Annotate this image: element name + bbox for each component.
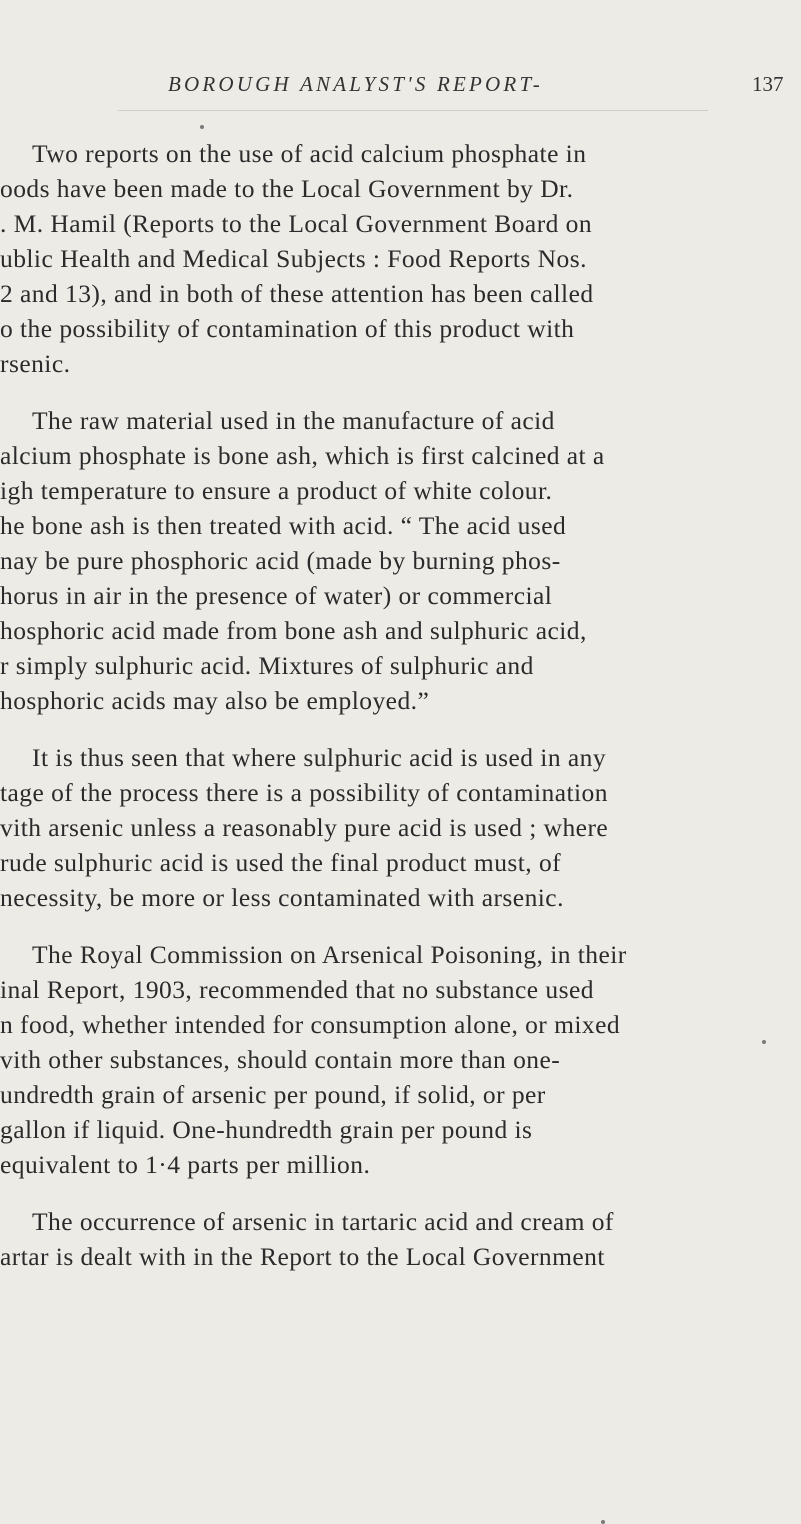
text-line: horus in air in the presence of water) or commercial: [0, 581, 553, 610]
text-line: 2 and 13), and in both of these attention has been called: [0, 279, 594, 308]
text-line: gallon if liquid. One-hundredth grain per pound is: [0, 1115, 533, 1144]
paragraph-4: [0, 937, 801, 1182]
page-number: 137: [752, 72, 784, 96]
text-line: igh temperature to ensure a product of white colour.: [0, 476, 553, 505]
text-line: ublic Health and Medical Subjects : Food Reports Nos.: [0, 244, 587, 273]
ink-speck: [762, 1040, 766, 1044]
text-line: hosphoric acid made from bone ash and sulphuric acid,: [0, 616, 587, 645]
text-line: oods have been made to the Local Government by Dr.: [0, 174, 574, 203]
text-line: nay be pure phosphoric acid (made by burning phos-: [0, 546, 561, 575]
text-line: tage of the process there is a possibility of contamination: [0, 778, 608, 807]
text-line: The Royal Commission on Arsenical Poisoning, in their: [32, 940, 627, 969]
text-line: equivalent to 1·4 parts per million.: [0, 1150, 371, 1179]
text-line: rsenic.: [0, 349, 71, 378]
paragraph-1: [0, 136, 801, 381]
text-line: r simply sulphuric acid. Mixtures of sulphuric and: [0, 651, 534, 680]
text-line: The raw material used in the manufacture of acid: [32, 406, 555, 435]
body-text: [0, 136, 801, 1296]
text-line: rude sulphuric acid is used the final product must, of: [0, 848, 562, 877]
text-line: vith arsenic unless a reasonably pure acid is used ; where: [0, 813, 609, 842]
page-header: [0, 72, 801, 102]
running-title: BOROUGH ANALYST'S REPORT-: [168, 72, 543, 96]
text-line: alcium phosphate is bone ash, which is first calcined at a: [0, 441, 605, 470]
text-line: It is thus seen that where sulphuric acid is used in any: [32, 743, 607, 772]
ink-speck: [200, 125, 204, 129]
text-line: artar is dealt with in the Report to the Local Government: [0, 1242, 605, 1271]
text-line: vith other substances, should contain more than one-: [0, 1045, 561, 1074]
header-rule: [118, 110, 708, 111]
text-line: he bone ash is then treated with acid. “ The acid used: [0, 511, 567, 540]
paragraph-3: [0, 740, 801, 915]
text-line: n food, whether intended for consumption alone, or mixed: [0, 1010, 621, 1039]
text-line: Two reports on the use of acid calcium phosphate in: [32, 139, 587, 168]
paragraph-2: [0, 403, 801, 718]
text-line: . M. Hamil (Reports to the Local Government Board on: [0, 209, 593, 238]
text-line: inal Report, 1903, recommended that no substance used: [0, 975, 594, 1004]
text-line: hosphoric acids may also be employed.”: [0, 686, 430, 715]
text-line: necessity, be more or less contaminated with arsenic.: [0, 883, 564, 912]
text-line: o the possibility of contamination of this product with: [0, 314, 575, 343]
paragraph-5: [0, 1204, 801, 1274]
text-line: The occurrence of arsenic in tartaric acid and cream of: [32, 1207, 614, 1236]
ink-speck: [601, 1520, 605, 1524]
text-line: undredth grain of arsenic per pound, if solid, or per: [0, 1080, 546, 1109]
